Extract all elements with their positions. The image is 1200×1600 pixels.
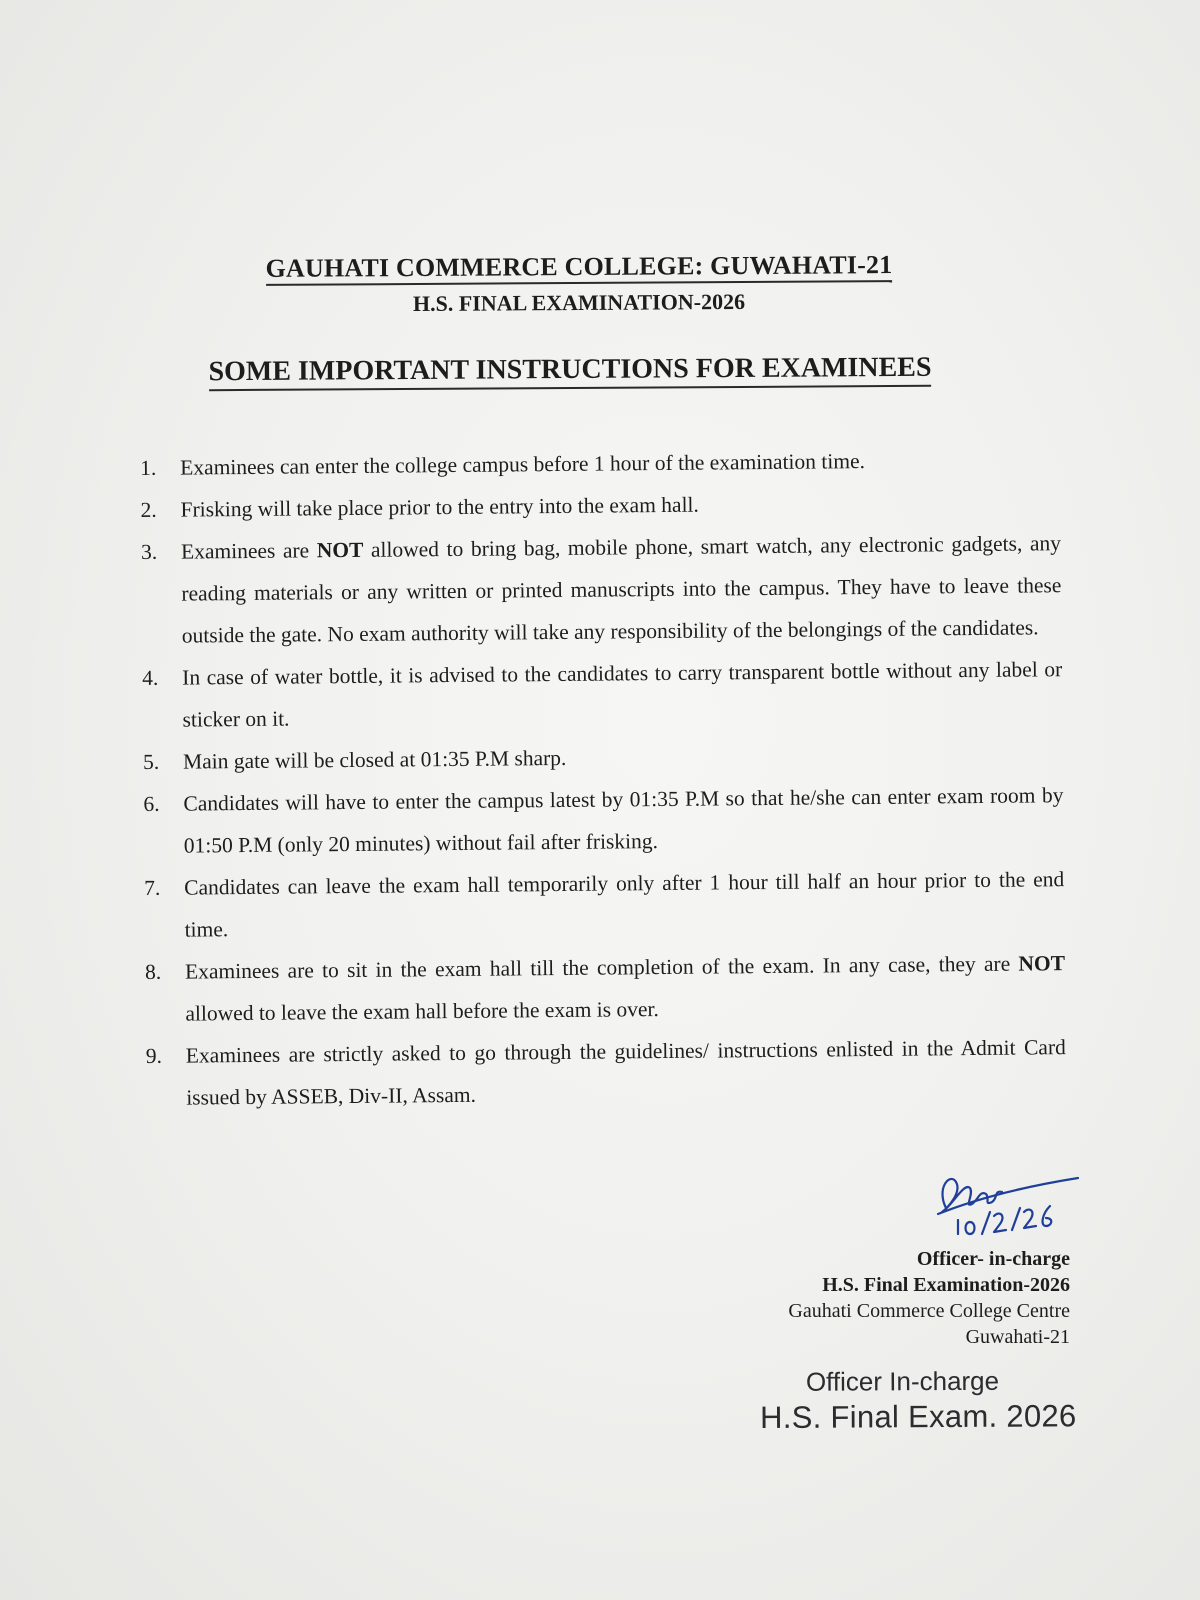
instruction-item bbox=[146, 1026, 1067, 1119]
stamp-line-2: H.S. Final Exam. 2026 bbox=[759, 1398, 1077, 1435]
instruction-emphasis: NOT bbox=[316, 537, 364, 563]
instruction-number: 5. bbox=[142, 749, 160, 774]
instruction-number: 6. bbox=[143, 791, 160, 816]
officer-city-line: Guwahati-21 bbox=[965, 1326, 1070, 1348]
instruction-text: In case of water bottle, it is advised to the candidates to carry transparent bottle without any label or sticker on it. bbox=[182, 657, 1063, 732]
instruction-item bbox=[142, 648, 1063, 741]
officer-centre-line: Gauhati Commerce College Centre bbox=[788, 1300, 1070, 1322]
instruction-number: 7. bbox=[144, 875, 161, 900]
instruction-text: Examinees are strictly asked to go through the guidelines/ instructions enlisted in the Admit Card issued by ASSEB, Div-II, Assam. bbox=[185, 1035, 1066, 1110]
handwritten-signature bbox=[928, 1168, 1088, 1238]
instructions-list bbox=[140, 438, 1066, 1119]
instruction-number: 8. bbox=[144, 959, 162, 984]
instruction-emphasis: NOT bbox=[1018, 951, 1066, 976]
instruction-text-continued: allowed to bring bag, mobile phone, smart watch, any electronic gadgets, any reading materials or any written or printed manuscripts into the campus. They have to leave these outside the gate. No exam authority will take any responsibility of the belongings of the candidates. bbox=[181, 531, 1062, 648]
instruction-number: 4. bbox=[142, 665, 159, 690]
instruction-text: Main gate will be closed at 01:35 P.M sharp. bbox=[182, 745, 567, 774]
instruction-number: 2. bbox=[140, 497, 157, 522]
instruction-text: Frisking will take place prior to the entry into the exam hall. bbox=[180, 492, 699, 522]
instruction-number: 1. bbox=[140, 455, 157, 480]
college-title-text: GAUHATI COMMERCE COLLEGE: GUWAHATI-21 bbox=[265, 250, 892, 286]
instruction-item bbox=[144, 858, 1065, 951]
instruction-item bbox=[143, 774, 1064, 867]
stamp-line-1: Officer In-charge bbox=[805, 1365, 1000, 1397]
instruction-text: Examinees can enter the college campus before 1 hour of the examination time. bbox=[180, 449, 866, 480]
instruction-text: Examinees are to sit in the exam hall till the completion of the exam. In any case, they are bbox=[184, 951, 1019, 984]
instruction-number: 3. bbox=[140, 539, 158, 564]
instruction-text: Examinees are bbox=[180, 538, 317, 564]
instruction-text: Candidates will have to enter the campus latest by 01:35 P.M so that he/she can enter exam room by 01:50 P.M (only 20 minutes) without fail after frisking. bbox=[183, 783, 1064, 858]
instruction-text: Candidates can leave the exam hall temporarily only after 1 hour till half an hour prior to the end time. bbox=[184, 867, 1065, 942]
instructions-heading-text: SOME IMPORTANT INSTRUCTIONS FOR EXAMINEES bbox=[208, 352, 931, 391]
officer-stamp bbox=[760, 1364, 1140, 1438]
exam-title: H.S. FINAL EXAMINATION-2026 bbox=[412, 288, 746, 317]
instruction-item bbox=[141, 522, 1062, 657]
college-title bbox=[0, 248, 1158, 285]
instruction-item bbox=[145, 942, 1066, 1035]
officer-signature-block bbox=[700, 1246, 1070, 1350]
instruction-number: 9. bbox=[145, 1043, 163, 1068]
officer-exam-line: H.S. Final Examination-2026 bbox=[822, 1274, 1070, 1296]
instructions-heading bbox=[0, 351, 1140, 390]
instruction-text-continued: allowed to leave the exam hall before the exam is over. bbox=[185, 997, 659, 1026]
officer-title: Officer- in-charge bbox=[916, 1248, 1070, 1270]
